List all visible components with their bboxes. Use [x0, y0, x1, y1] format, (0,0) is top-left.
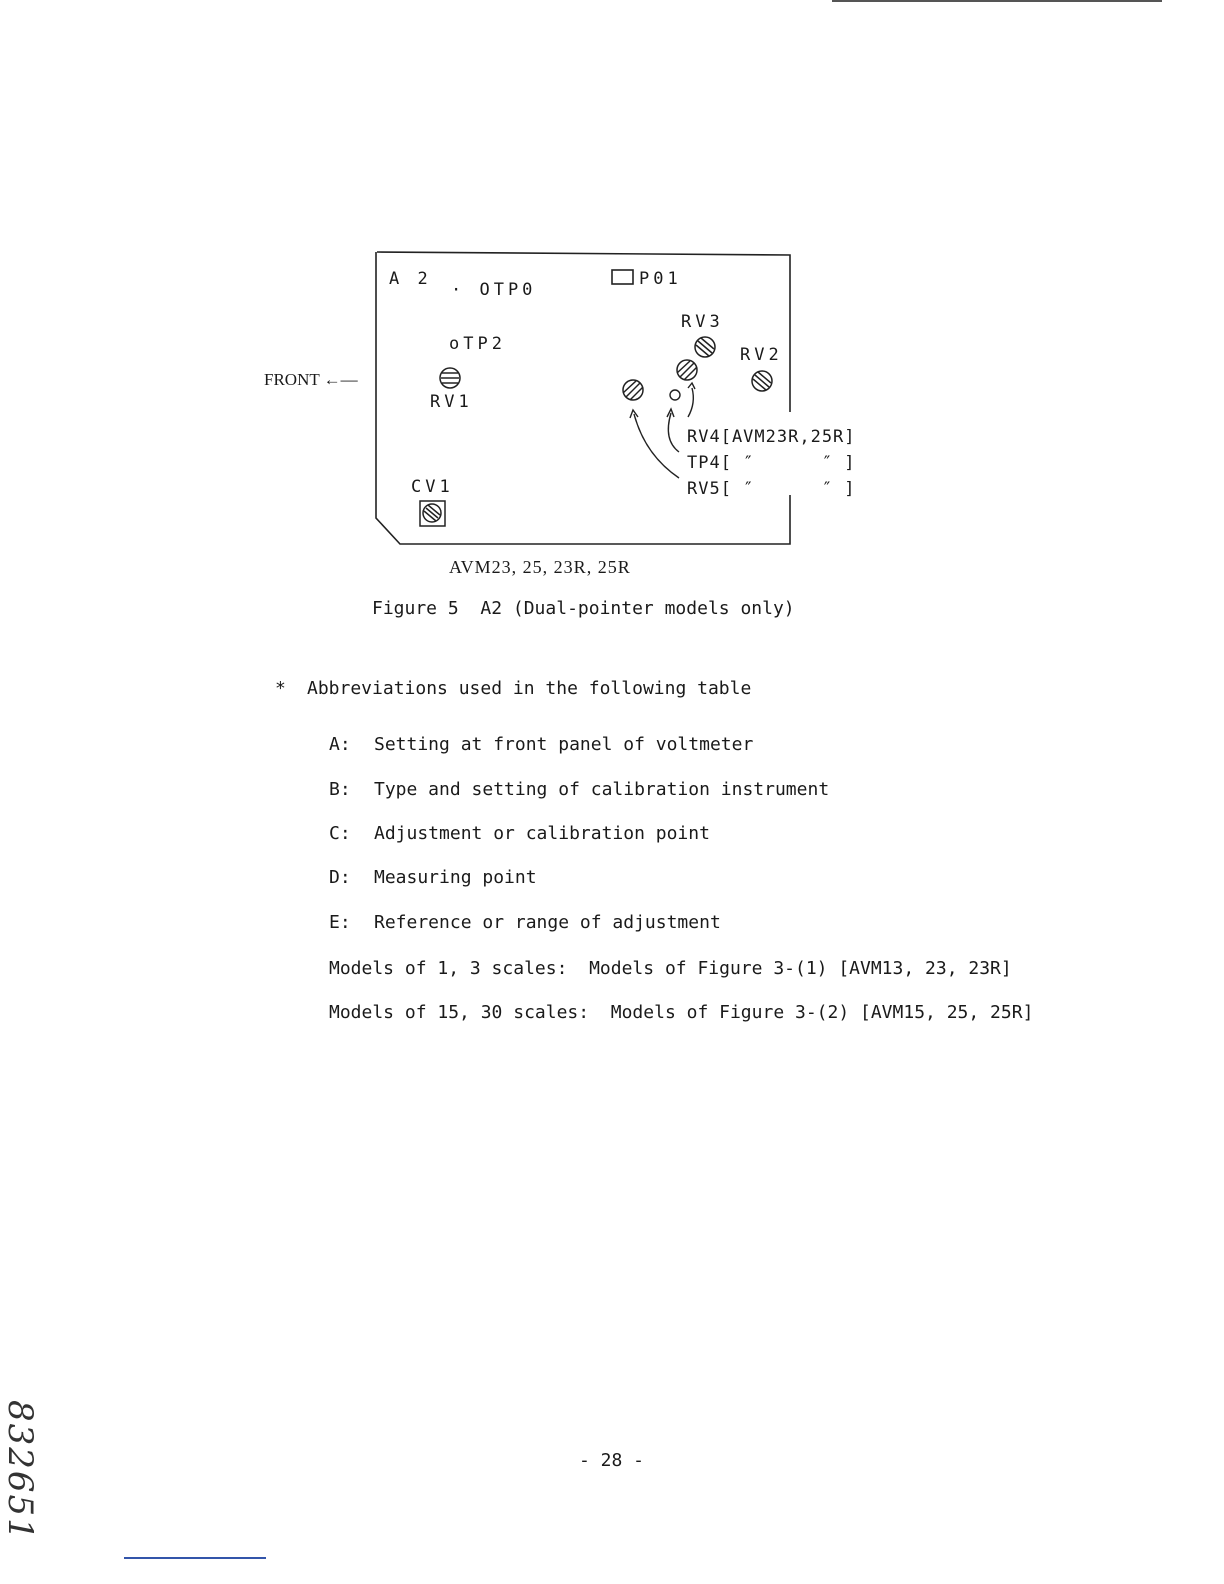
- rv4-label: RV4[AVM23R,25R]: [687, 427, 856, 447]
- cv1-trimmer-icon: [420, 501, 445, 526]
- abbr-key: D:: [329, 867, 351, 888]
- rv3-label: RV3: [681, 312, 724, 332]
- abbr-key: C:: [329, 823, 351, 844]
- rv5-trimmer-icon: [623, 380, 643, 400]
- tp4-leader-line: [668, 413, 679, 452]
- tp4-test-point-icon: [670, 390, 680, 400]
- rv4-trimmer-icon: [677, 360, 697, 380]
- handwritten-number: 832651: [0, 1400, 40, 1542]
- figure-models: AVM23, 25, 23R, 25R: [449, 557, 631, 577]
- abbreviations-star: *: [275, 678, 286, 699]
- rv2-label: RV2: [740, 345, 783, 365]
- abbr-text: Measuring point: [374, 867, 537, 888]
- abbr-key: A:: [329, 734, 351, 755]
- abbr-key: E:: [329, 912, 351, 933]
- figure-caption: Figure 5 A2 (Dual-pointer models only): [372, 598, 795, 619]
- rv4-leader-line: [688, 388, 693, 417]
- tp2-label: oTP2: [449, 334, 506, 354]
- bottom-rule: [124, 1557, 266, 1559]
- cv1-label: CV1: [411, 477, 454, 497]
- board-edge-top-right: [377, 252, 790, 412]
- tp0-label: · OTP0: [451, 280, 537, 300]
- abbr-key: B:: [329, 779, 351, 800]
- rv1-trimmer-icon: [440, 368, 460, 388]
- front-label: FRONT ←—: [264, 370, 358, 389]
- tp4-label: TP4[ ″ ″ ]: [687, 453, 856, 473]
- p01-connector-icon: [612, 270, 633, 284]
- rv1-label: RV1: [430, 392, 473, 412]
- rv2-trimmer-icon: [752, 371, 772, 391]
- page-number: - 28 -: [579, 1450, 645, 1471]
- models-line-1: Models of 1, 3 scales: Models of Figure 3-(1) [AVM13, 23, 23R]: [329, 958, 1012, 979]
- models-line-2: Models of 15, 30 scales: Models of Figure 3-(2) [AVM15, 25, 25R]: [329, 1002, 1034, 1023]
- p01-label: P01: [639, 269, 682, 289]
- rv5-label: RV5[ ″ ″ ]: [687, 479, 856, 499]
- abbr-text: Setting at front panel of voltmeter: [374, 734, 754, 755]
- abbr-text: Type and setting of calibration instrument: [374, 779, 830, 800]
- abbr-text: Reference or range of adjustment: [374, 912, 721, 933]
- rv5-leader-line: [634, 414, 679, 478]
- abbr-text: Adjustment or calibration point: [374, 823, 710, 844]
- abbreviations-intro: Abbreviations used in the following table: [307, 678, 752, 699]
- rv3-trimmer-icon: [695, 337, 715, 357]
- rv4-arrow-icon: [688, 383, 695, 389]
- board-label: A 2: [389, 269, 432, 289]
